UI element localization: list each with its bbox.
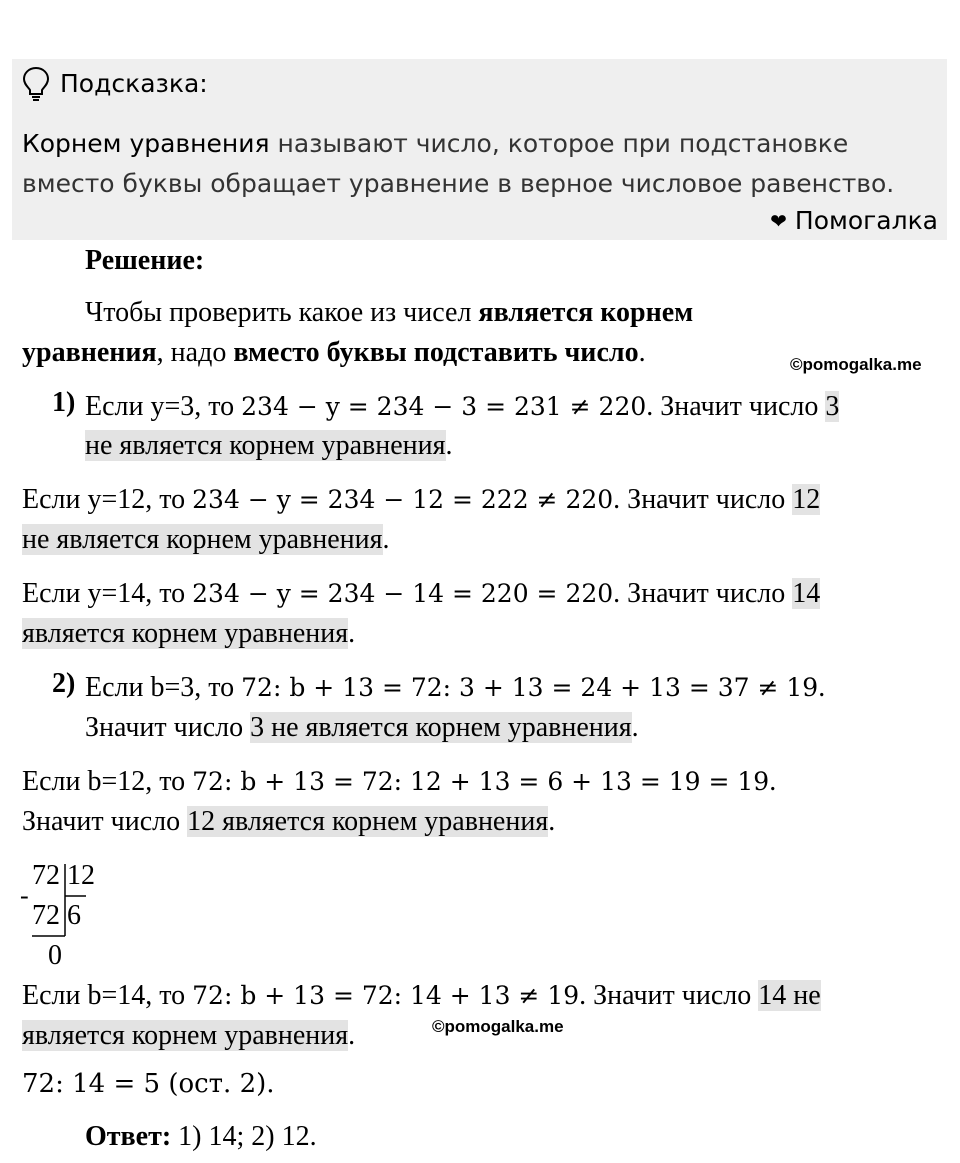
part-2-number: 2) <box>52 668 76 699</box>
heart-icon: ❤ <box>770 209 787 233</box>
hint-definition <box>22 124 942 204</box>
part1-case3-hl-a: 14 <box>792 578 821 609</box>
part2-case2-tail: . <box>769 766 777 797</box>
part2-case1-expr: 72: b + 13 = 72: 3 + 13 = 24 + 13 = 37 ≠ 19 <box>241 673 819 702</box>
hint-term: Корнем уравнения <box>22 129 270 158</box>
part1-case1-hl-b: не является корнем уравнения <box>85 430 446 461</box>
part1-case1-end: . <box>445 430 453 461</box>
solution-heading: Решение: <box>85 245 205 276</box>
part1-case1-tail: . Значит число <box>646 391 826 422</box>
part1-case1-cond: Если y=3, то <box>85 391 242 422</box>
part1-case3-line1 <box>22 574 820 614</box>
part2-case3-hl-a: 14 не <box>758 980 821 1011</box>
part1-case3-line2 <box>22 614 355 654</box>
part1-case2-line1 <box>22 480 820 520</box>
part2-case3-line2 <box>22 1016 355 1056</box>
watermark-2: ©pomogalka.me <box>432 1017 564 1036</box>
division-dividend: 72 <box>32 860 60 891</box>
part1-case3-cond: Если y=14, то <box>22 578 193 609</box>
part1-case2-end: . <box>382 524 390 555</box>
part2-case1-cond: Если b=3, то <box>85 672 242 703</box>
part2-case3-cond: Если b=14, то <box>22 980 193 1011</box>
part2-case3-tail: . Значит число <box>579 980 759 1011</box>
division-remainder: 0 <box>48 940 62 971</box>
intro-text-2: , надо <box>156 337 234 368</box>
intro-bold-1b: уравнения <box>22 337 157 368</box>
intro-text-1: Чтобы проверить какое из чисел <box>85 297 479 328</box>
part1-case3-tail: . Значит число <box>613 578 793 609</box>
division-lines <box>18 858 118 968</box>
hint-definition-text: называют число, которое при подстановке вместо буквы обращает уравнение в верное числовое равенство. <box>22 129 895 198</box>
division-note: 72: 14 = 5 (ост. 2). <box>22 1069 275 1099</box>
hint-credit <box>770 203 938 239</box>
part1-case1-line2 <box>85 426 453 466</box>
part2-case2-end: . <box>548 806 556 837</box>
intro-line-1 <box>85 293 693 333</box>
division-quotient: 6 <box>67 900 81 931</box>
part2-case3-expr: 72: b + 13 = 72: 14 + 13 ≠ 19 <box>192 981 580 1010</box>
part1-case3-expr: 234 − y = 234 − 14 = 220 = 220 <box>192 579 614 608</box>
part2-case3-hl-b: является корнем уравнения <box>22 1020 349 1051</box>
part1-case2-expr: 234 − y = 234 − 12 = 222 ≠ 220 <box>192 485 614 514</box>
part1-case1-line1 <box>85 387 839 427</box>
part2-case1-end: . <box>631 712 639 743</box>
hint-title-text: Подсказка: <box>60 69 208 98</box>
part2-case1-line2 <box>85 708 639 748</box>
hint-credit-text: Помогалка <box>794 206 938 235</box>
long-division <box>18 858 118 971</box>
intro-text-3: . <box>638 337 646 368</box>
part1-case1-expr: 234 − y = 234 − 3 = 231 ≠ 220 <box>241 392 647 421</box>
division-subtrahend: 72 <box>32 900 60 931</box>
part2-case3-end: . <box>348 1020 356 1051</box>
part-1-number: 1) <box>52 387 76 418</box>
intro-bold-1: является корнем <box>478 297 694 328</box>
part2-case3-line1 <box>22 976 821 1016</box>
part1-case1-hl-a: 3 <box>825 391 840 422</box>
part2-case1-pre: Значит число <box>85 712 251 743</box>
answer-text: 1) 14; 2) 12. <box>171 1121 317 1152</box>
part1-case2-tail: . Значит число <box>613 484 793 515</box>
part1-case3-hl-b: является корнем уравнения <box>22 618 349 649</box>
part1-case2-hl-b: не является корнем уравнения <box>22 524 383 555</box>
division-minus: - <box>20 881 29 910</box>
watermark: ©pomogalka.me <box>790 355 922 374</box>
part1-case2-line2 <box>22 520 390 560</box>
part2-case1-tail: . <box>818 672 826 703</box>
intro-line-2 <box>22 333 646 373</box>
answer <box>85 1117 317 1157</box>
intro-bold-2: вместо буквы подставить число <box>233 337 639 368</box>
part2-case2-pre: Значит число <box>22 806 188 837</box>
lightbulb-icon <box>22 66 50 102</box>
part2-case1-line1 <box>85 668 825 708</box>
division-divisor: 12 <box>67 860 95 891</box>
part2-case2-line2 <box>22 802 555 842</box>
part2-case2-expr: 72: b + 13 = 72: 12 + 13 = 6 + 13 = 19 = 19 <box>192 767 770 796</box>
answer-label: Ответ: <box>85 1121 172 1152</box>
part1-case2-hl-a: 12 <box>792 484 821 515</box>
part1-case3-end: . <box>348 618 356 649</box>
part2-case2-hl: 12 является корнем уравнения <box>187 806 549 837</box>
part2-case1-hl: 3 не является корнем уравнения <box>250 712 632 743</box>
part2-case2-cond: Если b=12, то <box>22 766 193 797</box>
hint-title <box>22 66 208 102</box>
part2-case2-line1 <box>22 762 776 802</box>
part1-case2-cond: Если y=12, то <box>22 484 193 515</box>
